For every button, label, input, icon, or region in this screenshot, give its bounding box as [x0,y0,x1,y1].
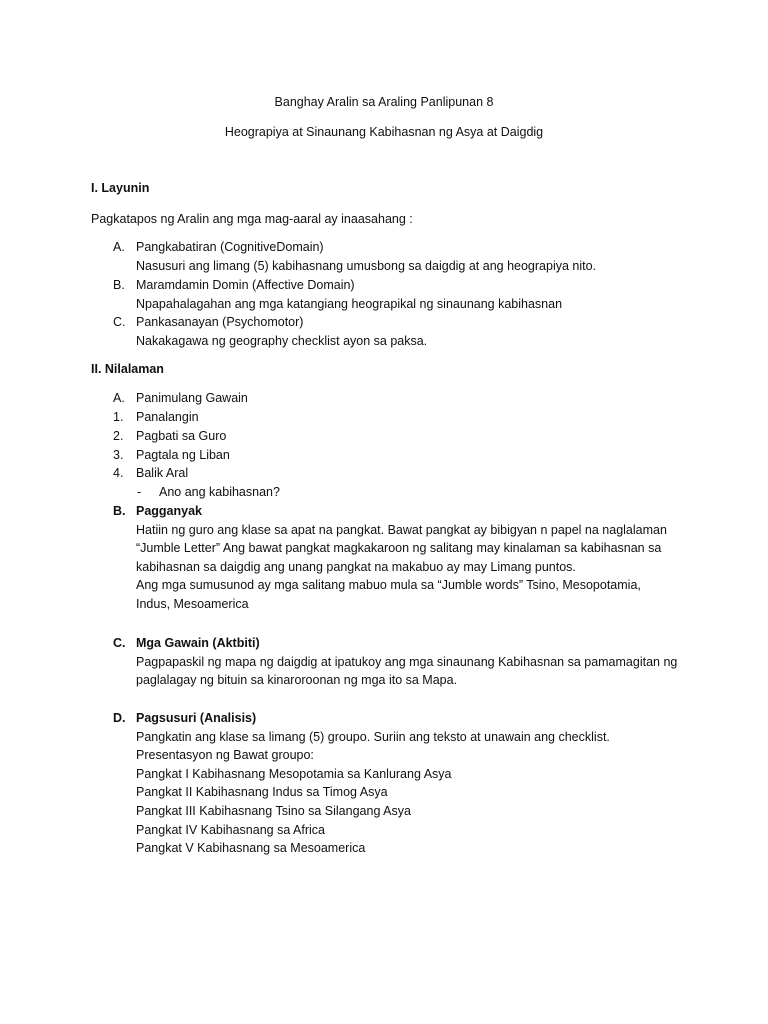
list-item-question: Ano ang kabihasnan? [159,485,280,499]
list-item-panimulang-gawain: Panimulang Gawain [136,391,248,405]
paragraph-line: Presentasyon ng Bawat groupo: [136,748,314,763]
list-item-text: Nasusuri ang limang (5) kabihasnang umusbong sa daigdig at ang heograpiya nito. [136,258,597,273]
section-intro: Pagkatapos ng Aralin ang mga mag-aaral ay inaasahang : [91,212,413,226]
list-item-text: Npapahalagahan ang mga katangiang heograpikal ng sinaunang kabihasnan [136,296,563,311]
subsection-pagsusuri [136,709,610,858]
paragraph-line: Pangkat III Kabihasnang Tsino sa Silangang Asya [136,803,411,818]
subsection-mga-gawain [136,634,677,690]
list-item-text: Nakakagawa ng geography checklist ayon sa paksa. [136,333,428,348]
list-marker: 1. [113,410,124,424]
paragraph-line: Pangkat II Kabihasnang Indus sa Timog Asya [136,785,388,800]
list-marker: C. [113,315,126,329]
paragraph-line: Pangkat V Kabihasnang sa Mesoamerica [136,841,366,856]
document-subtitle: Heograpiya at Sinaunang Kabihasnan ng Asya at Daigdig [224,125,544,139]
list-marker: - [137,485,142,499]
list-marker: B. [113,278,125,292]
list-item-cognitive [136,238,596,275]
list-item-label: Pankasanayan (Psychomotor) [136,315,304,329]
paragraph-line: Pangkat I Kabihasnang Mesopotamia sa Kanlurang Asya [136,766,452,781]
list-marker: C. [113,636,126,650]
list-marker: A. [113,240,125,254]
section-heading-nilalaman: II. Nilalaman [91,362,164,376]
list-item-balik-aral: Balik Aral [136,466,189,480]
paragraph-line: “Jumble Letter” Ang bawat pangkat magkakaroon ng salitang may kinalaman sa kabihasnan sa [136,541,662,556]
subsection-pagganyak [136,502,667,614]
section-heading-layunin: I. Layunin [91,181,150,195]
paragraph-line: Ang mga sumusunod ay mga salitang mabuo mula sa “Jumble words” Tsino, Mesopotamia, [136,578,641,593]
paragraph-line: Pangkatin ang klase sa limang (5) groupo. Suriin ang teksto at unawain ang checklist. [136,729,610,744]
list-item-panalangin: Panalangin [136,410,199,424]
list-item-psychomotor [136,313,427,350]
list-marker: 4. [113,466,124,480]
document-title: Banghay Aralin sa Araling Panlipunan 8 [274,95,494,109]
list-item-affective [136,276,562,313]
list-marker: 2. [113,429,124,443]
list-marker: A. [113,391,125,405]
subsection-heading: Pagganyak [136,504,203,518]
list-marker: D. [113,711,126,725]
list-marker: 3. [113,448,124,462]
paragraph-line: kabihasnan sa daigdig ang unang pangkat na makabuo ay may Limang puntos. [136,559,576,574]
list-item-label: Pangkabatiran (CognitiveDomain) [136,240,324,254]
paragraph-line: Hatiin ng guro ang klase sa apat na pangkat. Bawat pangkat ay bibigyan n papel na naglalaman [136,522,667,537]
list-marker: B. [113,504,126,518]
subsection-heading: Mga Gawain (Aktbiti) [136,636,260,650]
paragraph-line: paglalagay ng bituin sa kinaroroonan ng mga ito sa Mapa. [136,673,458,688]
list-item-pagtala: Pagtala ng Liban [136,448,230,462]
paragraph-line: Indus, Mesoamerica [136,596,249,611]
subsection-heading: Pagsusuri (Analisis) [136,711,257,725]
list-item-label: Maramdamin Domin (Affective Domain) [136,278,355,292]
paragraph-line: Pagpapaskil ng mapa ng daigdig at ipatukoy ang mga sinaunang Kabihasnan sa pamamagitan ng [136,654,678,669]
list-item-pagbati: Pagbati sa Guro [136,429,227,443]
paragraph-line: Pangkat IV Kabihasnang sa Africa [136,822,326,837]
